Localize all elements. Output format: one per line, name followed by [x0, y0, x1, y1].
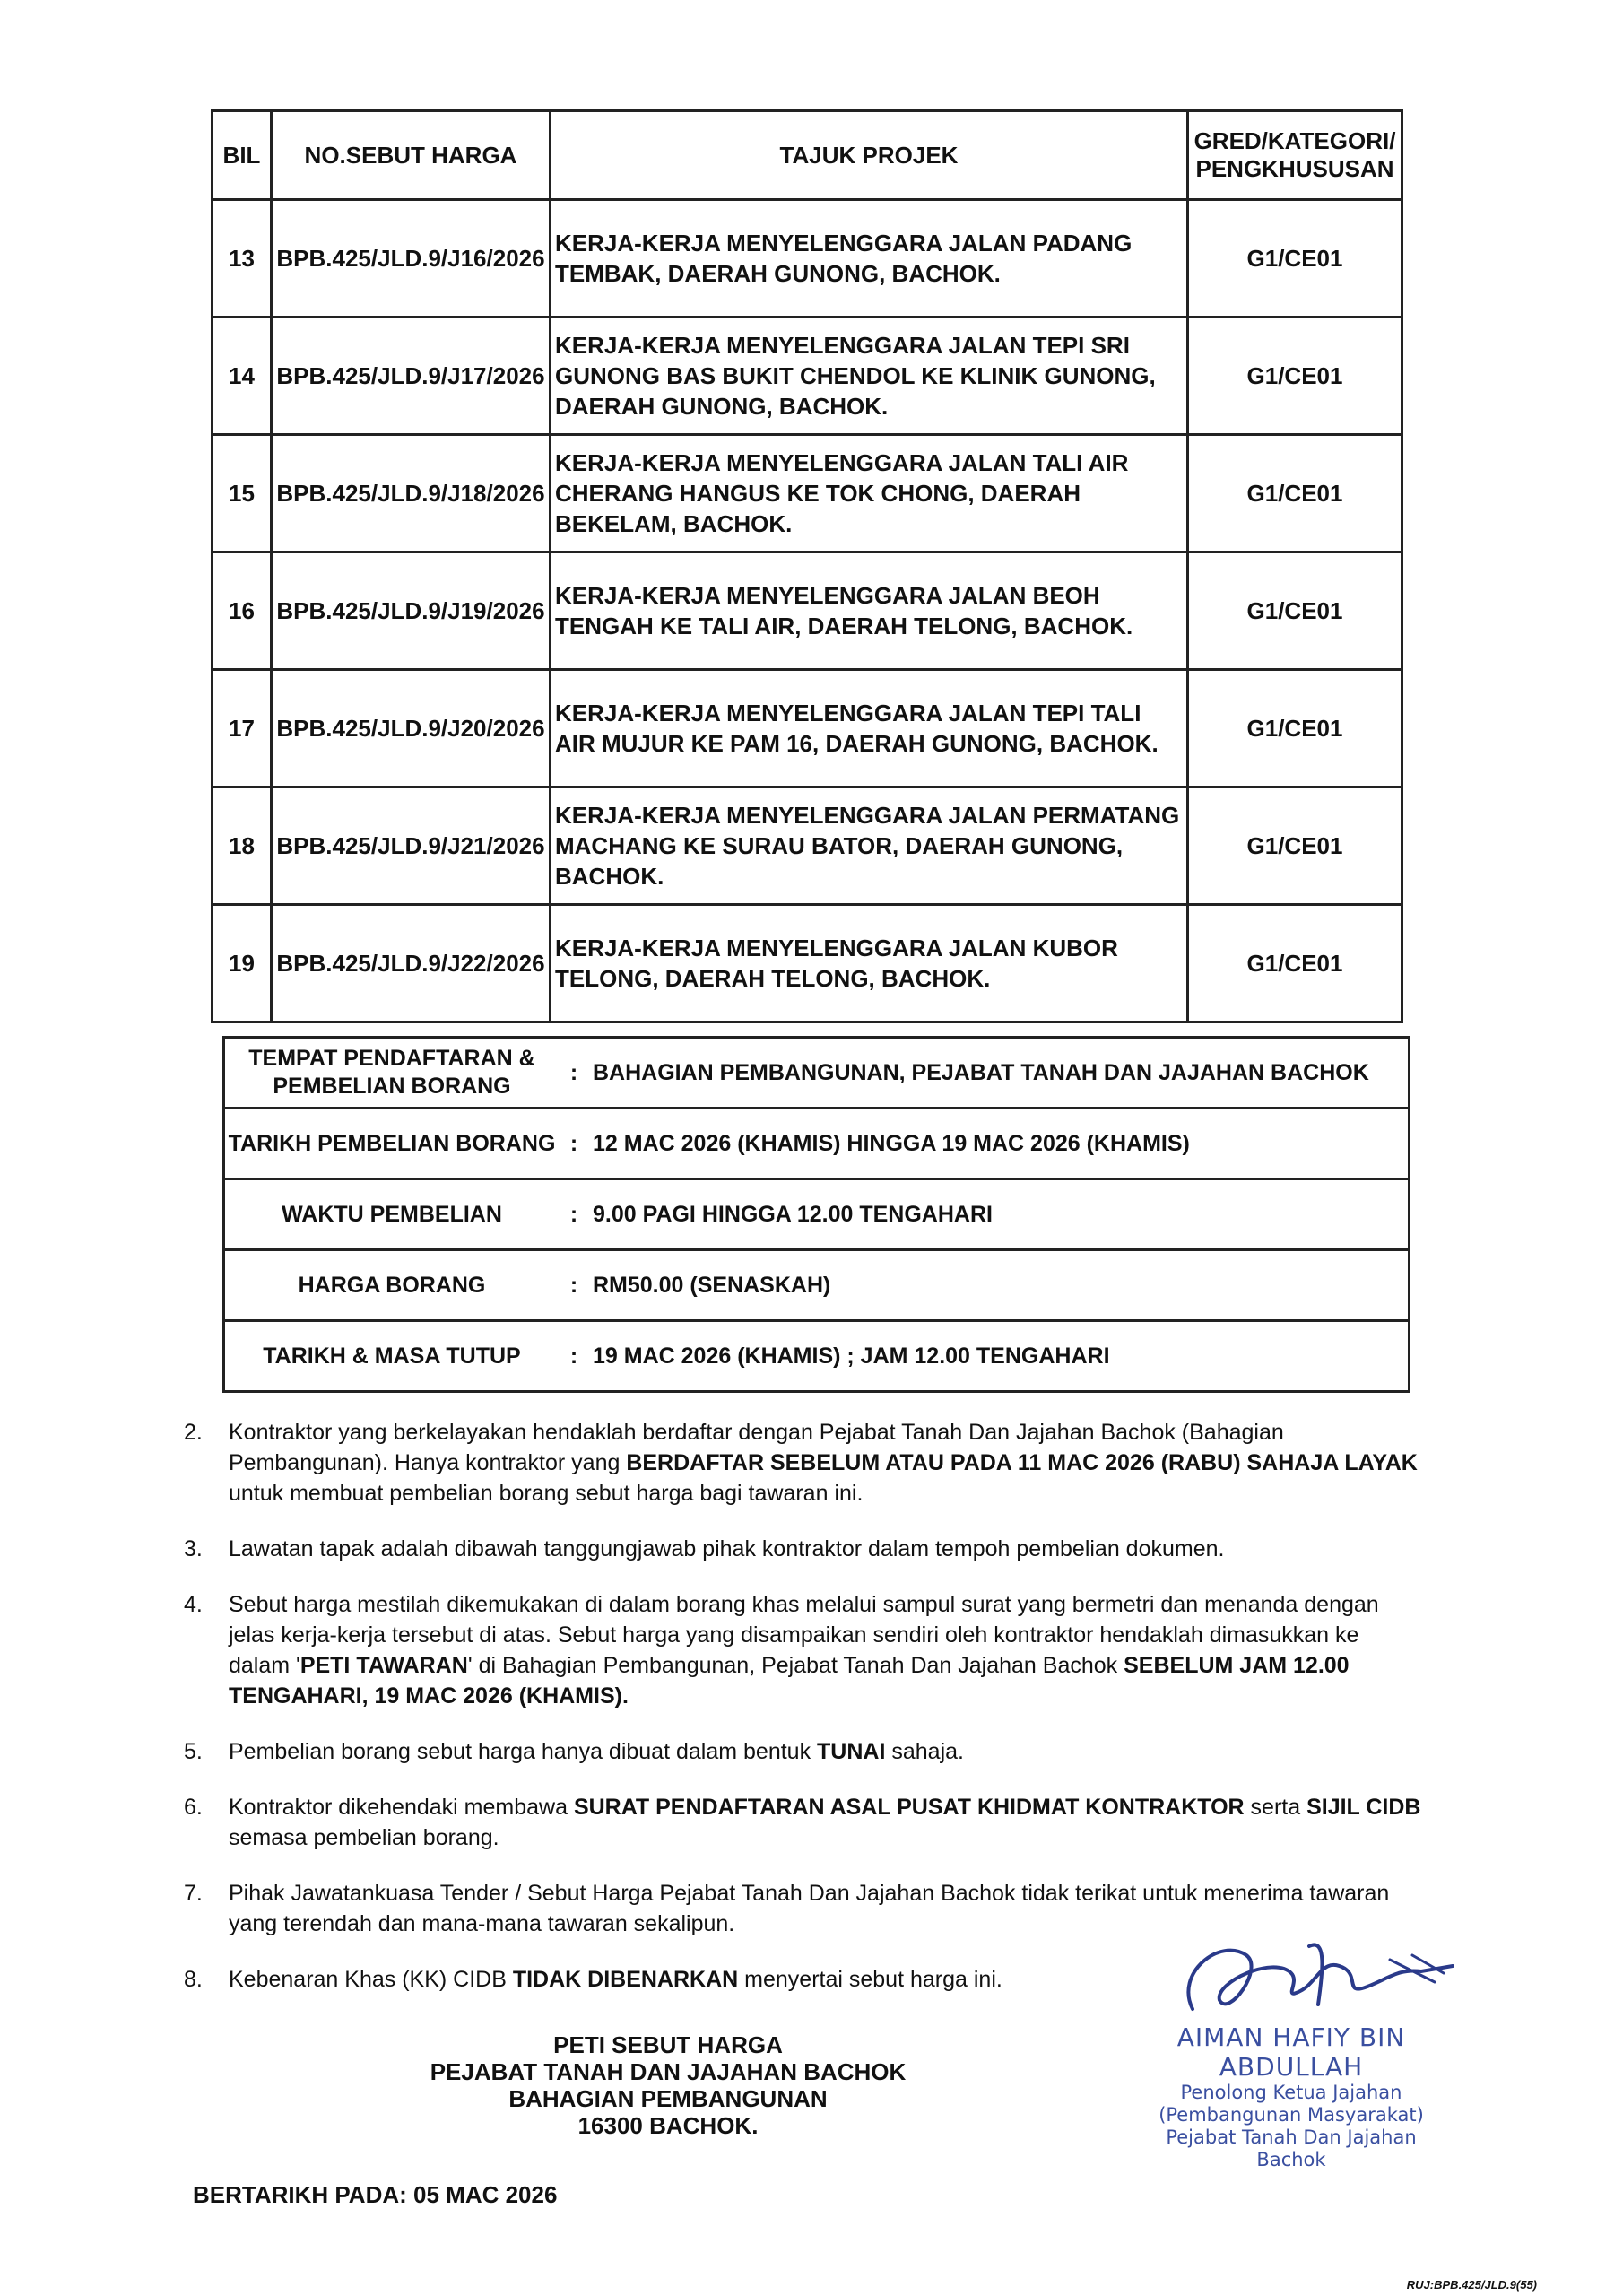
- dated-line: BERTARIKH PADA: 05 MAC 2026: [193, 2181, 558, 2208]
- note-text-part: Lawatan tapak adalah dibawah tanggungjawab pihak kontraktor dalam tempoh pembelian dokumen.: [229, 1536, 1225, 1561]
- info-table: [222, 1036, 1410, 1393]
- row-bil: 18: [213, 787, 272, 905]
- note-number: 7.: [184, 1881, 203, 1906]
- note-text-bold: TIDAK DIBENARKAN: [512, 1967, 739, 1992]
- note-text: [229, 1534, 1421, 1564]
- note-text-bold: SIJIL CIDB: [1306, 1795, 1421, 1820]
- note-item: [184, 1534, 1421, 1564]
- table-row: [213, 435, 1402, 552]
- note-text-part: Kontraktor dikehendaki membawa: [229, 1795, 574, 1820]
- row-bil: 15: [213, 435, 272, 552]
- address-line-1: PETI SEBUT HARGA: [553, 2031, 783, 2058]
- row-bil: 16: [213, 552, 272, 670]
- row-gred: G1/CE01: [1188, 200, 1402, 317]
- row-tajuk-projek: KERJA-KERJA MENYELENGGARA JALAN TALI AIR CHERANG HANGUS KE TOK CHONG, DAERAH BEKELAM, BACHOK.: [551, 435, 1188, 552]
- header-no-sebut-harga: NO.SEBUT HARGA: [272, 111, 551, 200]
- row-gred: G1/CE01: [1188, 317, 1402, 435]
- note-item: [184, 1589, 1421, 1711]
- officer-title-4: Bachok: [1256, 2149, 1326, 2170]
- note-text-bold: SURAT PENDAFTARAN ASAL PUSAT KHIDMAT KONTRAKTOR: [573, 1795, 1245, 1820]
- note-text-part: Pihak Jawatankuasa Tender / Sebut Harga Pejabat Tanah Dan Jajahan Bachok tidak terikat untuk menerima tawaran yang terendah dan mana-mana tawaran sekalipun.: [229, 1881, 1390, 1936]
- note-number: 5.: [184, 1739, 203, 1764]
- signature: [1166, 1919, 1471, 2036]
- row-bil: 13: [213, 200, 272, 317]
- row-tajuk-projek: KERJA-KERJA MENYELENGGARA JALAN TEPI TALI AIR MUJUR KE PAM 16, DAERAH GUNONG, BACHOK.: [551, 670, 1188, 787]
- table-row: [213, 787, 1402, 905]
- address-line-4: 16300 BACHOK.: [577, 2112, 759, 2139]
- note-text-part: Kebenaran Khas (KK) CIDB: [229, 1967, 513, 1992]
- info-value: 9.00 PAGI HINGGA 12.00 TENGAHARI: [589, 1179, 1410, 1250]
- info-colon: :: [559, 1038, 589, 1109]
- header-gred: GRED/KATEGORI/ PENGKHUSUSAN: [1188, 111, 1402, 200]
- note-number: 4.: [184, 1592, 203, 1617]
- table-row: [213, 670, 1402, 787]
- note-text-part: ' di Bahagian Pembangunan, Pejabat Tanah Dan Jajahan Bachok: [467, 1653, 1124, 1678]
- note-number: 6.: [184, 1795, 203, 1820]
- row-no-sebut-harga: BPB.425/JLD.9/J18/2026: [272, 435, 551, 552]
- note-text: [229, 1417, 1421, 1509]
- info-row: [224, 1321, 1410, 1392]
- info-label: HARGA BORANG: [224, 1250, 560, 1321]
- note-text-part: untuk membuat pembelian borang sebut harga bagi tawaran ini.: [229, 1481, 864, 1506]
- header-tajuk-projek: TAJUK PROJEK: [551, 111, 1188, 200]
- note-number: 2.: [184, 1420, 203, 1445]
- table-row: [213, 552, 1402, 670]
- officer-name: AIMAN HAFIY BIN ABDULLAH: [1176, 2022, 1406, 2082]
- note-text-part: Pembelian borang sebut harga hanya dibuat dalam bentuk: [229, 1739, 818, 1764]
- info-row: [224, 1179, 1410, 1250]
- row-bil: 14: [213, 317, 272, 435]
- row-no-sebut-harga: BPB.425/JLD.9/J22/2026: [272, 905, 551, 1022]
- tender-box-address: [395, 2031, 942, 2139]
- info-value: 19 MAC 2026 (KHAMIS) ; JAM 12.00 TENGAHARI: [589, 1321, 1410, 1392]
- info-value: 12 MAC 2026 (KHAMIS) HINGGA 19 MAC 2026 (KHAMIS): [589, 1109, 1410, 1179]
- note-text-bold: BERDAFTAR SEBELUM ATAU PADA 11 MAC 2026 (RABU) SAHAJA LAYAK: [626, 1450, 1418, 1475]
- row-tajuk-projek: KERJA-KERJA MENYELENGGARA JALAN TEPI SRI GUNONG BAS BUKIT CHENDOL KE KLINIK GUNONG, DAERAH GUNONG, BACHOK.: [551, 317, 1188, 435]
- note-item: [184, 1792, 1421, 1853]
- header-bil: BIL: [213, 111, 272, 200]
- note-text: [229, 1736, 1421, 1767]
- info-colon: :: [559, 1250, 589, 1321]
- info-row: [224, 1250, 1410, 1321]
- note-text-part: sahaja.: [885, 1739, 964, 1764]
- row-gred: G1/CE01: [1188, 435, 1402, 552]
- row-no-sebut-harga: BPB.425/JLD.9/J19/2026: [272, 552, 551, 670]
- officer-title-3: Pejabat Tanah Dan Jajahan: [1166, 2126, 1417, 2148]
- note-item: [184, 1417, 1421, 1509]
- note-text-bold: PETI TAWARAN: [299, 1653, 468, 1678]
- row-gred: G1/CE01: [1188, 787, 1402, 905]
- table-row: [213, 200, 1402, 317]
- row-tajuk-projek: KERJA-KERJA MENYELENGGARA JALAN BEOH TENGAH KE TALI AIR, DAERAH TELONG, BACHOK.: [551, 552, 1188, 670]
- officer-title-1: Penolong Ketua Jajahan: [1180, 2082, 1402, 2103]
- row-no-sebut-harga: BPB.425/JLD.9/J20/2026: [272, 670, 551, 787]
- table-row: [213, 317, 1402, 435]
- note-item: [184, 1736, 1421, 1767]
- note-text: [229, 1589, 1421, 1711]
- projects-table: [211, 109, 1403, 1023]
- info-row: [224, 1109, 1410, 1179]
- row-gred: G1/CE01: [1188, 552, 1402, 670]
- address-line-2: PEJABAT TANAH DAN JAJAHAN BACHOK: [430, 2058, 907, 2085]
- info-label: WAKTU PEMBELIAN: [224, 1179, 560, 1250]
- row-tajuk-projek: KERJA-KERJA MENYELENGGARA JALAN PADANG TEMBAK, DAERAH GUNONG, BACHOK.: [551, 200, 1188, 317]
- row-bil: 17: [213, 670, 272, 787]
- row-bil: 19: [213, 905, 272, 1022]
- note-text: [229, 1792, 1421, 1853]
- table-row: [213, 905, 1402, 1022]
- note-text-part: Kontraktor yang berkelayakan hendaklah berdaftar dengan Pejabat Tanah Dan Jajahan Bachok (Bahagian Pembangunan). Hanya kontraktor yang: [229, 1420, 1284, 1475]
- info-label: TARIKH & MASA TUTUP: [224, 1321, 560, 1392]
- info-label: TARIKH PEMBELIAN BORANG: [224, 1109, 560, 1179]
- note-text-bold: SEBELUM JAM 12.00 TENGAHARI, 19 MAC 2026 (KHAMIS).: [229, 1653, 1350, 1709]
- row-no-sebut-harga: BPB.425/JLD.9/J17/2026: [272, 317, 551, 435]
- officer-title-2: (Pembangunan Masyarakat): [1159, 2104, 1424, 2126]
- note-number: 3.: [184, 1536, 203, 1561]
- row-gred: G1/CE01: [1188, 670, 1402, 787]
- note-text-bold: TUNAI: [817, 1739, 886, 1764]
- row-tajuk-projek: KERJA-KERJA MENYELENGGARA JALAN KUBOR TELONG, DAERAH TELONG, BACHOK.: [551, 905, 1188, 1022]
- note-text-part: semasa pembelian borang.: [229, 1825, 499, 1850]
- note-text-part: menyertai sebut harga ini.: [738, 1967, 1002, 1992]
- row-no-sebut-harga: BPB.425/JLD.9/J16/2026: [272, 200, 551, 317]
- info-value: RM50.00 (SENASKAH): [589, 1250, 1410, 1321]
- address-line-3: BAHAGIAN PEMBANGUNAN: [508, 2085, 828, 2112]
- info-row: [224, 1038, 1410, 1109]
- info-colon: :: [559, 1109, 589, 1179]
- row-tajuk-projek: KERJA-KERJA MENYELENGGARA JALAN PERMATANG MACHANG KE SURAU BATOR, DAERAH GUNONG, BACHOK.: [551, 787, 1188, 905]
- officer-stamp: [1112, 2022, 1471, 2171]
- note-number: 8.: [184, 1967, 203, 1992]
- info-value: BAHAGIAN PEMBANGUNAN, PEJABAT TANAH DAN JAJAHAN BACHOK: [589, 1038, 1410, 1109]
- note-text-part: serta: [1244, 1795, 1307, 1820]
- reference-number: RUJ:BPB.425/JLD.9(55): [1406, 2278, 1537, 2292]
- info-colon: :: [559, 1179, 589, 1250]
- row-no-sebut-harga: BPB.425/JLD.9/J21/2026: [272, 787, 551, 905]
- info-colon: :: [559, 1321, 589, 1392]
- table-header-row: [213, 111, 1402, 200]
- row-gred: G1/CE01: [1188, 905, 1402, 1022]
- info-label: TEMPAT PENDAFTARAN & PEMBELIAN BORANG: [224, 1038, 560, 1109]
- note-text-part: Sebut harga mestilah dikemukakan di dalam borang khas melalui sampul surat yang bermetri dan menanda dengan jelas kerja-kerja tersebut di atas. Sebut harga yang disampaikan sendiri oleh kontraktor hendaklah dimasukkan ke dalam ': [229, 1592, 1379, 1678]
